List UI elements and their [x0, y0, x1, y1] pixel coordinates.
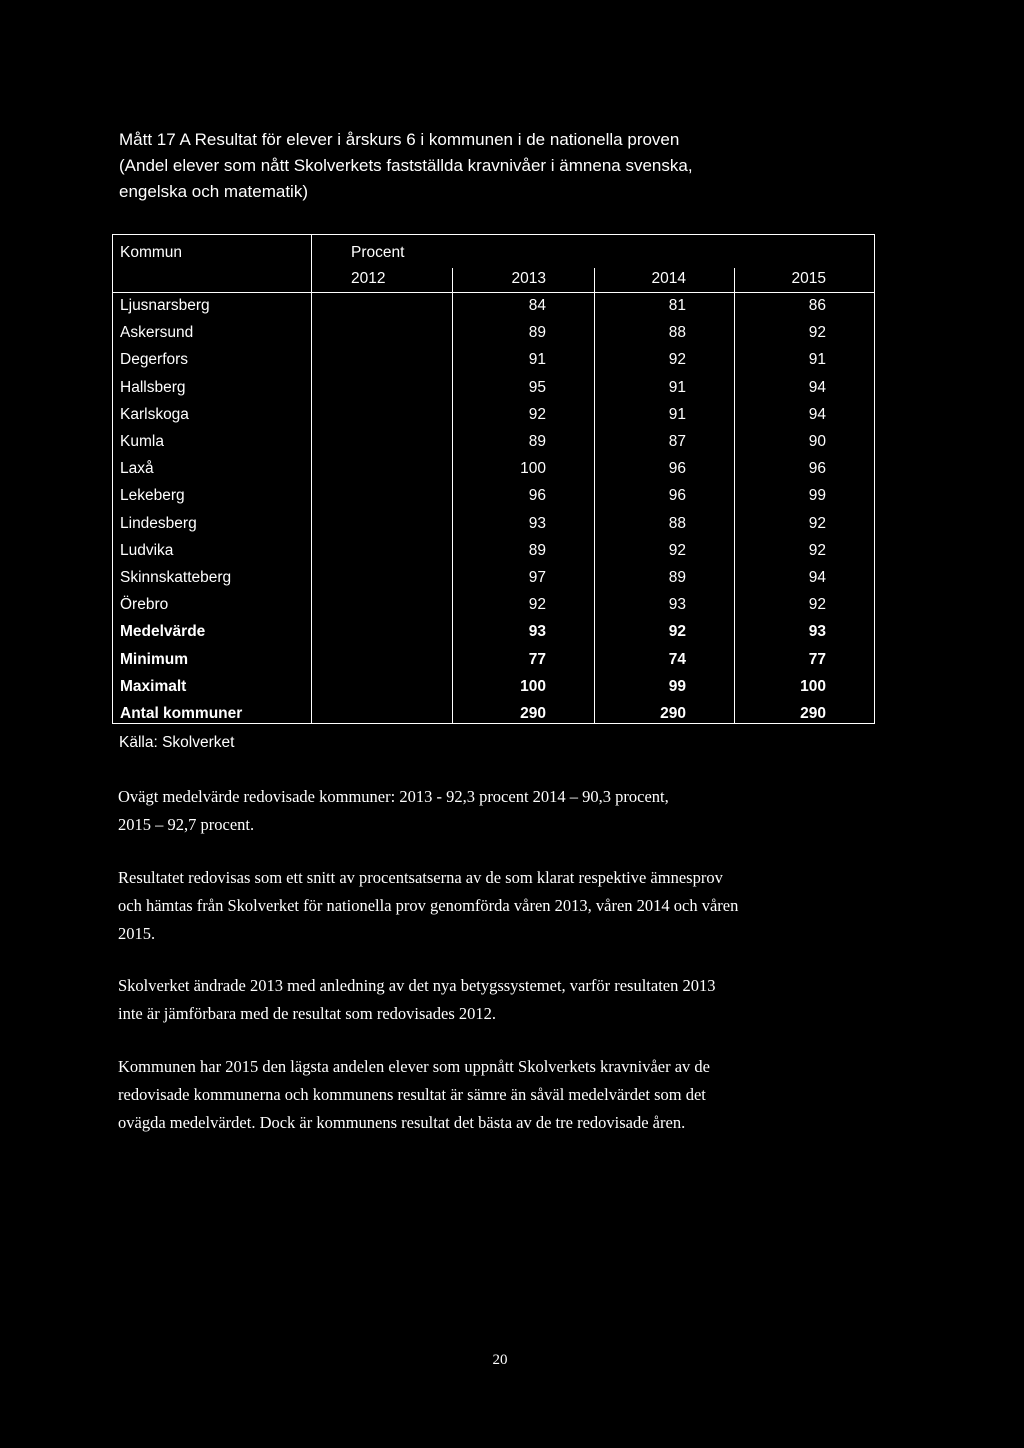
table-cell: 92: [808, 514, 826, 532]
table-divider: [452, 268, 453, 724]
row-label: Örebro: [120, 596, 169, 614]
paragraph-line: Ovägt medelvärde redovisade kommuner: 2013 - 92,3 procent 2014 – 90,3 procent,: [118, 787, 669, 806]
paragraph-line: och hämtas från Skolverket för nationella prov genomförda våren 2013, våren 2014 och våren: [118, 896, 739, 915]
table-cell: 93: [528, 623, 546, 641]
year-header: 2014: [651, 270, 686, 287]
paragraph-line: Resultatet redovisas som ett snitt av procentsatserna av de som klarat respektive ämnesprov: [118, 868, 723, 887]
paragraph-line: Skolverket ändrade 2013 med anledning av det nya betygssystemet, varför resultaten 2013: [118, 976, 716, 995]
table-cell: 99: [808, 487, 826, 505]
row-label: Lekeberg: [120, 487, 185, 505]
table-cell: 99: [668, 677, 686, 695]
paragraph: [118, 972, 878, 1028]
table-cell: 91: [808, 351, 826, 369]
table-cell: 89: [528, 541, 546, 559]
paragraph-line: redovisade kommunerna och kommunens resultat är sämre än såväl medelvärdet som det: [118, 1085, 706, 1104]
paragraph-line: 2015 – 92,7 procent.: [118, 815, 255, 834]
table-cell: 93: [528, 514, 546, 532]
table-cell: 90: [808, 433, 826, 450]
table-cell: 290: [520, 705, 546, 722]
table-cell: 91: [668, 405, 686, 423]
table-cell: 87: [668, 433, 686, 450]
year-header: 2013: [511, 270, 546, 287]
page-number: 20: [492, 1352, 508, 1368]
paragraph: [118, 864, 878, 948]
year-header: 2012: [351, 270, 386, 287]
table-cell: 92: [528, 596, 546, 614]
row-label: Antal kommuner: [120, 705, 243, 722]
table-cell: 88: [668, 514, 686, 532]
table-cell: 77: [528, 650, 546, 668]
paragraph: [118, 783, 878, 839]
table-divider: [734, 268, 735, 724]
table-cell: 100: [520, 460, 546, 478]
table-cell: 92: [808, 541, 826, 559]
table-cell: 290: [660, 705, 686, 722]
heading-line: (Andel elever som nått Skolverkets fastställda kravnivåer i ämnena svenska,: [119, 156, 693, 175]
row-label: Degerfors: [120, 351, 189, 369]
table-cell: 100: [800, 677, 826, 695]
table-cell: 89: [528, 324, 546, 342]
table-cell: 92: [808, 596, 826, 614]
table-cell: 84: [528, 297, 546, 314]
table-cell: 91: [668, 378, 686, 396]
table-cell: 81: [668, 297, 686, 314]
results-table: [112, 234, 875, 724]
table-divider: [594, 268, 595, 724]
table-cell: 92: [668, 541, 686, 559]
table-cell: 100: [520, 677, 546, 695]
row-label: Askersund: [120, 324, 194, 342]
paragraph-line: inte är jämförbara med de resultat som redovisades 2012.: [118, 1004, 497, 1023]
table-cell: 94: [808, 378, 826, 396]
paragraph-line: 2015.: [118, 924, 156, 943]
table-cell: 92: [668, 623, 686, 641]
heading: [119, 127, 879, 205]
table-cell: 88: [668, 324, 686, 342]
table-cell: 92: [668, 351, 686, 369]
row-label: Ljusnarsberg: [120, 297, 210, 314]
heading-line: engelska och matematik): [119, 182, 308, 201]
table-cell: 96: [528, 487, 546, 505]
table-cell: 97: [528, 569, 546, 586]
table-cell: 96: [668, 460, 686, 478]
table-cell: 95: [528, 378, 546, 396]
paragraph: [118, 1053, 878, 1137]
heading-line: Mått 17 A Resultat för elever i årskurs 6 i kommunen i de nationella proven: [119, 130, 680, 149]
paragraph-line: ovägda medelvärdet. Dock är kommunens resultat det bästa av de tre redovisade åren.: [118, 1113, 686, 1132]
table-cell: 93: [668, 596, 686, 614]
table-cell: 77: [808, 650, 826, 668]
row-label: Ludvika: [120, 541, 174, 559]
row-label: Kumla: [120, 433, 164, 450]
row-label: Skinnskatteberg: [120, 569, 232, 586]
column-header-kommun: Kommun: [120, 244, 183, 261]
paragraph-line: Kommunen har 2015 den lägsta andelen elever som uppnått Skolverkets kravnivåer av de: [118, 1057, 710, 1076]
table-cell: 92: [808, 324, 826, 342]
row-label: Lindesberg: [120, 514, 197, 532]
row-label: Maximalt: [120, 677, 187, 695]
table-cell: 93: [808, 623, 826, 641]
row-label: Karlskoga: [120, 405, 189, 423]
column-header-procent: Procent: [351, 244, 405, 261]
table-cell: 96: [668, 487, 686, 505]
table-divider: [311, 235, 312, 724]
row-label: Medelvärde: [120, 623, 206, 641]
table-cell: 92: [528, 405, 546, 423]
table-cell: 89: [528, 433, 546, 450]
year-header: 2015: [791, 270, 826, 287]
table-source: Källa: Skolverket: [119, 734, 235, 751]
table-cell: 290: [800, 705, 826, 722]
table-cell: 91: [528, 351, 546, 369]
table-cell: 94: [808, 405, 826, 423]
table-cell: 86: [808, 297, 826, 314]
row-label: Laxå: [120, 460, 154, 478]
table-cell: 94: [808, 569, 826, 586]
row-label: Minimum: [120, 650, 189, 668]
table-cell: 96: [808, 460, 826, 478]
table-cell: 89: [668, 569, 686, 586]
row-label: Hallsberg: [120, 378, 186, 396]
table-cell: 74: [668, 650, 686, 668]
